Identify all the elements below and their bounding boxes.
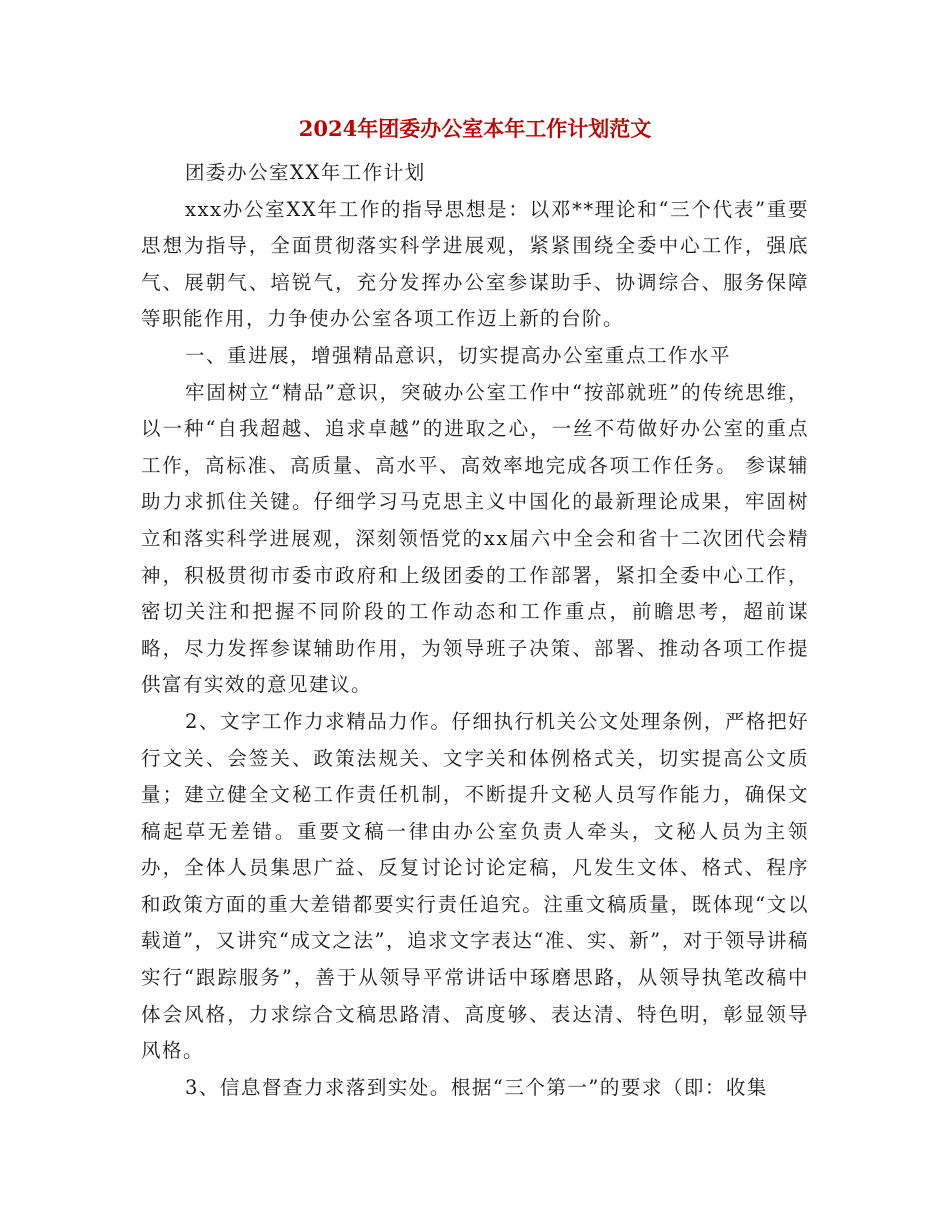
paragraph-writing-work: 2、文字工作力求精品力作。仔细执行机关公文处理条例，严格把好行文关、会签关、政策法规关、文字关和体例格式关，切实提高公文质量；建立健全文秘工作责任机制，不断提升文秘人员写作能力，确保文稿起草无差错。重要文稿一律由办公室负责人牵头，文秘人员为主领办，全体人员集思广益、反复讨论讨论定稿，凡发生文体、格式、程序和政策方面的重大差错都要实行责任追究。注重文稿质量，既体现“文以载道”，又讲究“成文之法”，追求文字表达“准、实、新”，对于领导讲稿实行“跟踪服务”，善于从领导平常讲话中琢磨思路，从领导执笔改稿中体会风格，力求综合文稿思路清、高度够、表达清、特色明，彰显领导风格。 (141, 709, 809, 1063)
document-title: 2024年团委办公室本年工作计划范文 (298, 116, 652, 141)
paragraph-subtitle: 团委办公室XX年工作计划 (185, 161, 426, 184)
document-body (141, 155, 809, 1106)
section-heading-1: 一、重进展，增强精品意识，切实提高办公室重点工作水平 (185, 343, 732, 367)
paragraph-quality-awareness: 牢固树立“精品”意识，突破办公室工作中“按部就班”的传统思维，以一种“自我超越、追求卓越”的进取之心，一丝不苟做好办公室的重点工作，高标准、高质量、高水平、高效率地完成各项工作任务。 参谋辅助力求抓住关键。仔细学习马克思主义中国化的最新理论成果，牢固树立和落实科学进展观，深刻领悟党的xx届六中全会和省十二次团代会精神，积极贯彻市委市政府和上级团委的工作部署，紧扣全委中心工作，密切关注和把握不同阶段的工作动态和工作重点，前瞻思考，超前谋略，尽力发挥参谋辅助作用，为领导班子决策、部署、推动各项工作提供富有实效的意见建议。 (141, 380, 809, 697)
paragraph-guiding-thought: xxx办公室XX年工作的指导思想是：以邓**理论和“三个代表”重要思想为指导，全面贯彻落实科学进展观，紧紧围绕全委中心工作，强底气、展朝气、培锐气，充分发挥办公室参谋助手、协调综合、服务保障等职能作用，力争使办公室各项工作迈上新的台阶。 (141, 197, 809, 331)
paragraph-info-supervision: 3、信息督查力求落到实处。根据“三个第一”的要求（即：收集 (185, 1075, 768, 1099)
